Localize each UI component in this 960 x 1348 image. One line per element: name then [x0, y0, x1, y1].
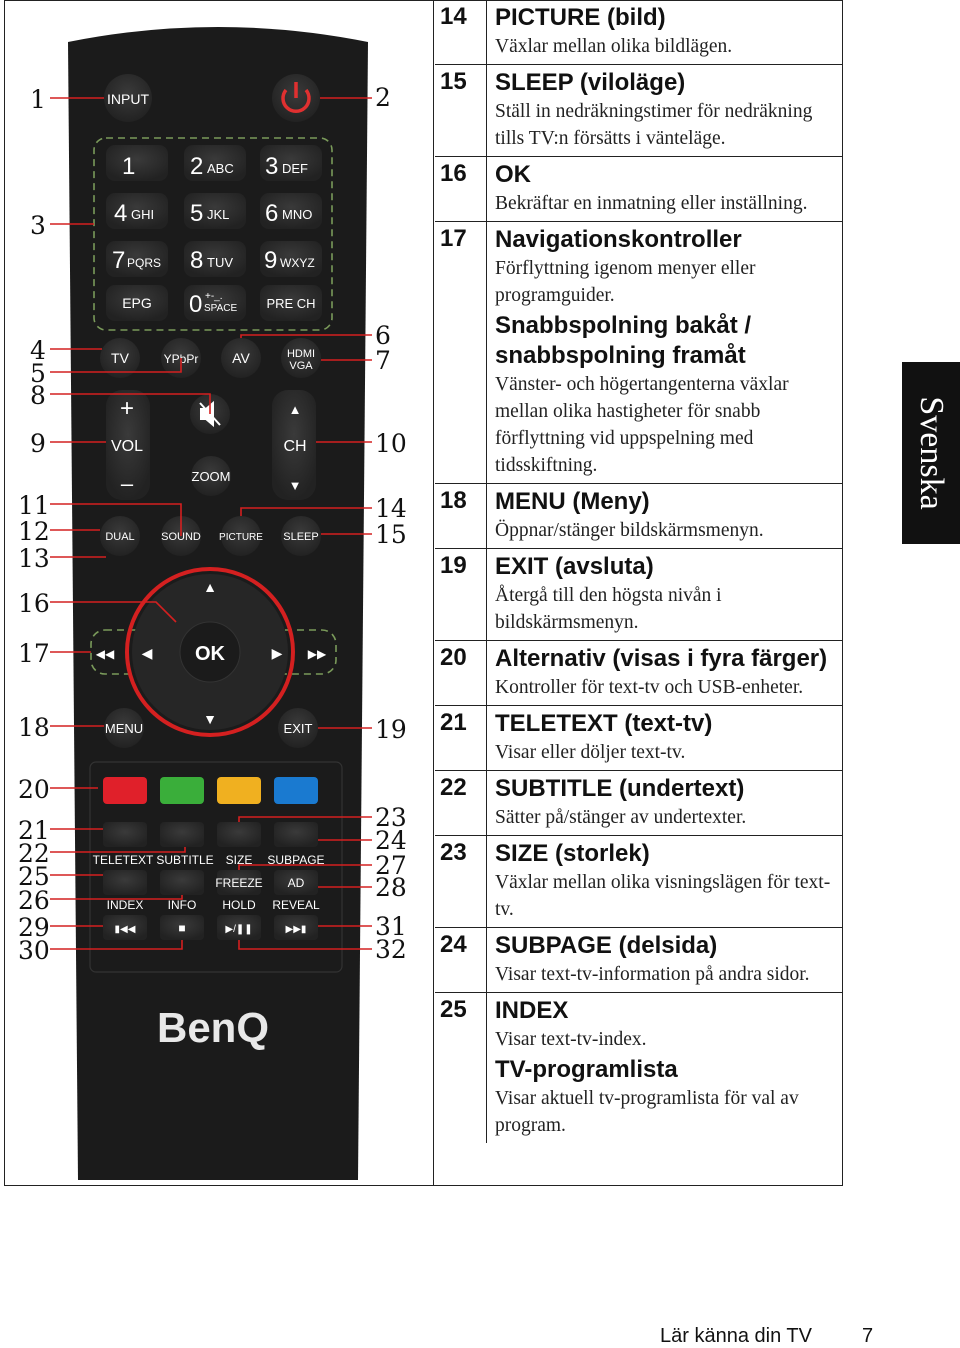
play-pause-icon: ▶/❚❚ [225, 924, 253, 935]
entry-description: Växlar mellan olika visningslägen för text-tv. [495, 872, 831, 920]
size-label: SIZE [225, 853, 253, 867]
entry-19 [435, 549, 842, 641]
entry-number: 15 [440, 68, 467, 95]
callout-13: 13 [18, 544, 50, 573]
sound-label: SOUND [161, 531, 201, 543]
ok-label: OK [195, 643, 225, 665]
num-1-button[interactable] [106, 145, 168, 181]
callout-16: 16 [18, 589, 50, 618]
index-label: INDEX [106, 898, 144, 912]
benq-logo: BenQ [156, 1004, 270, 1051]
entry-sub-description: Vänster- och högertangenterna växlar mellan olika hastigheter för snabb förflyttning vid uppspelning med tidsskiftning. [495, 374, 789, 476]
entry-subtitle: Snabbspolning bakåt / snabbspolning framåt [495, 312, 752, 369]
callout-18: 18 [18, 713, 50, 742]
entry-number: 22 [440, 774, 467, 801]
entry-number: 18 [440, 487, 467, 514]
num-7-label: 7 [112, 247, 126, 274]
prev-icon: ▮◀◀ [114, 924, 136, 935]
size-button[interactable] [217, 822, 261, 847]
sleep-label: SLEEP [283, 531, 319, 543]
prech-label: PRE CH [266, 296, 316, 311]
entry-number: 21 [440, 709, 467, 736]
entry-number: 19 [440, 552, 467, 579]
exit-label: EXIT [283, 721, 313, 736]
remote-illustration [6, 2, 432, 1184]
entry-title: EXIT (avsluta) [495, 553, 654, 580]
subpage-button[interactable] [274, 822, 318, 847]
callout-9: 9 [30, 429, 46, 458]
callout-19: 19 [375, 715, 407, 744]
dual-label: DUAL [105, 531, 135, 543]
num-8-sub: TUV [207, 255, 233, 270]
input-label: INPUT [107, 91, 149, 107]
tv-label: TV [111, 350, 129, 366]
rewind-icon: ◀◀ [95, 647, 115, 661]
entry-description: Visar eller döljer text-tv. [495, 742, 686, 763]
entry-21 [435, 706, 842, 771]
entry-title: OK [495, 161, 531, 188]
teletext-button[interactable] [103, 822, 147, 847]
callout-22: 22 [18, 839, 50, 868]
entry-title: Alternativ (visas i fyra färger) [495, 645, 828, 672]
callout-6: 6 [375, 321, 391, 350]
blank-button-2[interactable] [160, 870, 204, 895]
callout-29: 29 [18, 913, 50, 942]
vol-label: VOL [110, 438, 144, 455]
language-tab [902, 362, 960, 544]
entry-description: Öppnar/stänger bildskärmsmenyn. [495, 520, 764, 541]
entry-description: Ställ in nedräkningstimer för nedräkning tills TV:n försätts i vänteläge. [495, 101, 813, 149]
entry-number: 17 [440, 225, 467, 252]
entry-description: Kontroller för text-tv och USB-enheter. [495, 677, 804, 698]
teletext-label: TELETEXT [92, 853, 154, 867]
footer-title: Lär känna din TV [660, 1325, 812, 1347]
callout-2: 2 [375, 83, 391, 112]
vol-minus-label: – [120, 471, 134, 496]
entry-description: Växlar mellan olika bildlägen. [495, 36, 733, 57]
vol-plus-label: + [119, 395, 135, 422]
callout-24: 24 [375, 826, 407, 855]
entry-subtitle: TV-programlista [495, 1056, 678, 1083]
nav-right-icon: ▶ [271, 645, 283, 661]
entry-number: 25 [440, 996, 467, 1023]
callout-14: 14 [375, 494, 407, 523]
entry-description: Återgå till den högsta nivån i bildskärmsmenyn. [495, 585, 722, 633]
entry-17 [435, 222, 842, 484]
num-2-label: 2 [190, 153, 204, 180]
entry-23 [435, 836, 842, 928]
entry-title: TELETEXT (text-tv) [495, 710, 713, 737]
zoom-label: ZOOM [191, 469, 231, 484]
vga-label: VGA [289, 360, 313, 372]
entry-16 [435, 157, 842, 222]
epg-label: EPG [122, 295, 152, 311]
green-key[interactable] [160, 777, 204, 804]
entry-title: MENU (Meny) [495, 488, 650, 515]
num-1-label: 1 [122, 153, 136, 180]
entry-title: Navigationskontroller [495, 226, 742, 253]
entry-title: SIZE (storlek) [495, 840, 650, 867]
callout-12: 12 [18, 517, 50, 546]
num-7-sub: PQRS [127, 256, 162, 270]
callout-23: 23 [375, 803, 407, 832]
ch-label: CH [283, 438, 307, 455]
entry-title: SUBTITLE (undertext) [495, 775, 745, 802]
num-5-label: 5 [190, 200, 204, 227]
num-9-sub: WXYZ [280, 256, 315, 270]
hdmi-label: HDMI [286, 348, 316, 360]
entry-18 [435, 484, 842, 549]
num-5-sub: JKL [207, 207, 230, 222]
entry-number: 24 [440, 931, 467, 958]
entry-25 [435, 993, 842, 1143]
callout-21: 21 [18, 816, 50, 845]
entry-number: 23 [440, 839, 467, 866]
callout-3: 3 [30, 211, 46, 240]
num-0-sub: SPACE [204, 303, 238, 314]
callout-27: 27 [375, 851, 407, 880]
nav-left-icon: ◀ [141, 645, 153, 661]
num-9-label: 9 [264, 247, 278, 274]
num-4-sub: GHI [131, 207, 155, 222]
num-6-label: 6 [265, 200, 279, 227]
callout-30: 30 [18, 936, 50, 965]
ypbpr-label: YPbPr [163, 352, 199, 366]
entry-14 [435, 0, 842, 65]
ch-up-icon: ▲ [288, 402, 302, 417]
ad-label: AD [287, 876, 305, 890]
language-tab-label: Svenska [913, 396, 950, 510]
callout-28: 28 [375, 873, 407, 902]
entry-20 [435, 641, 842, 706]
num-3-label: 3 [265, 153, 279, 180]
callout-15: 15 [375, 520, 407, 549]
entry-description: Sätter på/stänger av undertexter. [495, 807, 747, 828]
num-0-label: 0 [189, 291, 203, 318]
subpage-label: SUBPAGE [267, 853, 325, 867]
callout-5: 5 [30, 359, 46, 388]
entry-24 [435, 928, 842, 993]
num-3-sub: DEF [282, 161, 308, 176]
num-8-label: 8 [190, 247, 204, 274]
callout-26: 26 [18, 886, 50, 915]
menu-label: MENU [104, 721, 144, 736]
next-icon: ▶▶▮ [285, 924, 307, 935]
callout-20: 20 [18, 775, 50, 804]
subtitle-button[interactable] [160, 822, 204, 847]
callout-31: 31 [375, 912, 407, 941]
num-4-label: 4 [114, 200, 128, 227]
stop-icon: ■ [178, 921, 186, 935]
entry-number: 14 [440, 3, 467, 30]
entry-sub-description: Visar aktuell tv-programlista för val av program. [495, 1088, 799, 1136]
hold-label: HOLD [222, 898, 256, 912]
freeze-label: FREEZE [215, 876, 263, 890]
callout-25: 25 [18, 862, 50, 891]
blank-button[interactable] [103, 870, 147, 895]
entry-22 [435, 771, 842, 836]
callout-1: 1 [30, 85, 46, 114]
entry-number: 16 [440, 160, 467, 187]
entry-title: SUBPAGE (delsida) [495, 932, 718, 959]
entry-description: Förflyttning igenom menyer eller programguider. [495, 258, 756, 306]
callout-32: 32 [375, 935, 407, 964]
description-table [435, 0, 842, 1143]
nav-down-icon: ▼ [203, 711, 217, 727]
callout-10: 10 [375, 429, 407, 458]
entry-description: Visar text-tv-index. [495, 1029, 647, 1050]
callout-7: 7 [375, 346, 391, 375]
entry-title: INDEX [495, 997, 569, 1024]
entry-description: Bekräftar en inmatning eller inställning. [495, 193, 808, 214]
num-0-top: +-_. [205, 291, 223, 302]
nav-up-icon: ▲ [203, 579, 217, 595]
entry-15 [435, 65, 842, 157]
reveal-label: REVEAL [272, 898, 320, 912]
remote-drawing [6, 2, 432, 1184]
av-label: AV [232, 350, 250, 366]
yellow-key[interactable] [217, 777, 261, 804]
entry-description: Visar text-tv-information på andra sidor. [495, 964, 810, 985]
num-6-sub: MNO [282, 207, 313, 222]
callout-4: 4 [30, 336, 46, 365]
ch-down-icon: ▼ [288, 478, 302, 493]
column-divider [433, 0, 434, 1186]
callout-17: 17 [18, 639, 50, 668]
picture-label: PICTURE [219, 532, 263, 543]
fast-forward-icon: ▶▶ [307, 647, 327, 661]
entry-title: PICTURE (bild) [495, 4, 666, 31]
entry-number: 20 [440, 644, 467, 671]
subtitle-label: SUBTITLE [156, 853, 214, 867]
blue-key[interactable] [274, 777, 318, 804]
callout-8: 8 [30, 381, 46, 410]
page-number: 7 [862, 1325, 874, 1347]
num-2-sub: ABC [207, 161, 234, 176]
entry-title: SLEEP (viloläge) [495, 69, 686, 96]
info-label: INFO [167, 898, 197, 912]
red-key[interactable] [103, 777, 147, 804]
callout-11: 11 [18, 491, 50, 520]
